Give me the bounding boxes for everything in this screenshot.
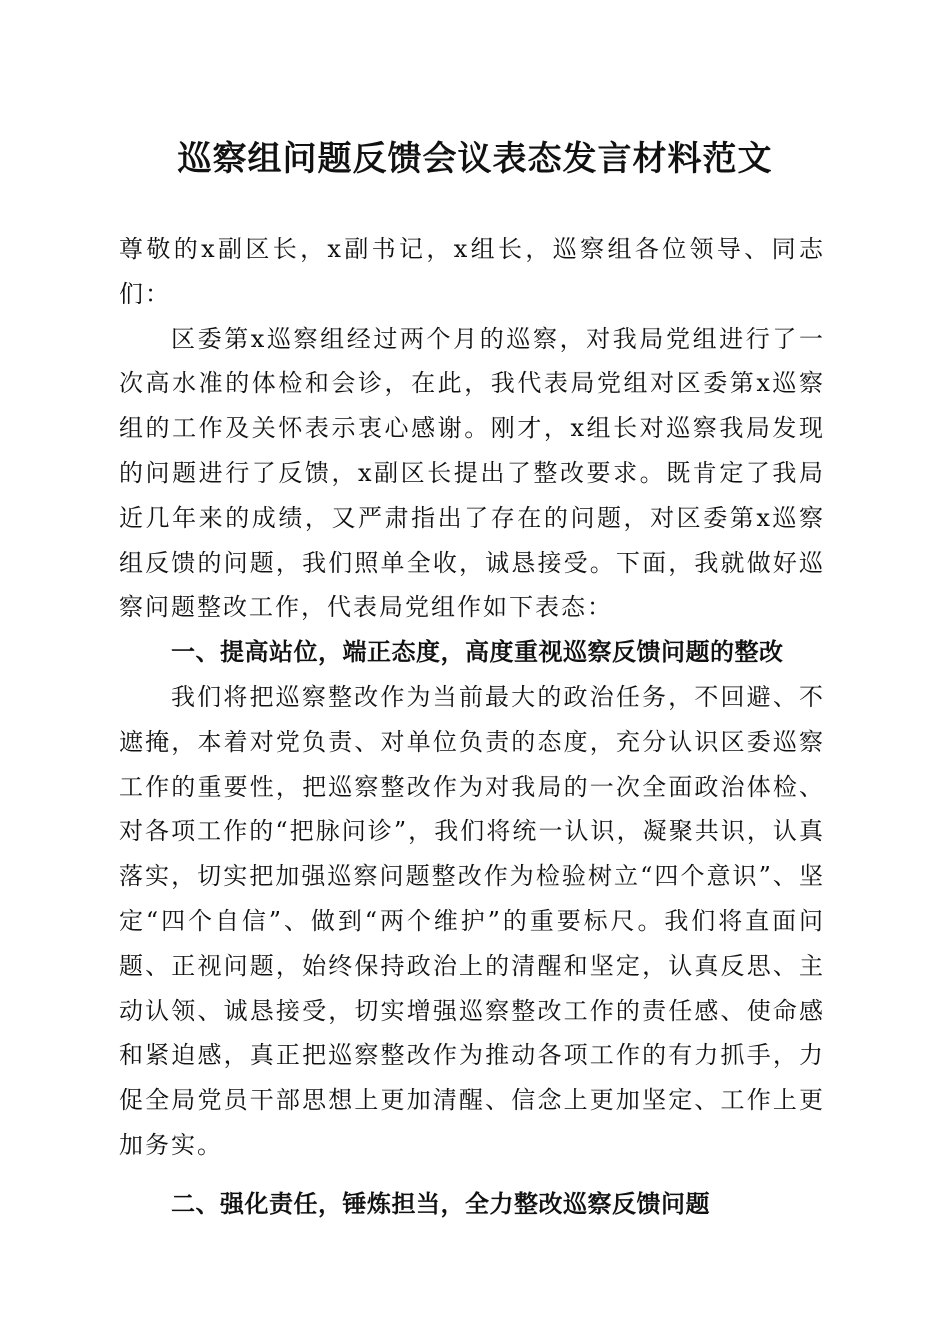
section-heading-2: 二、强化责任，锤炼担当，全力整改巡察反馈问题 xyxy=(171,1189,710,1218)
document-title: 巡察组问题反馈会议表态发言材料范文 xyxy=(177,139,773,179)
document-body xyxy=(119,227,825,1227)
paragraph-section-1: 我们将把巡察整改作为当前最大的政治任务，不回避、不遮掩，本着对党负责、对单位负责的态度，充分认识区委巡察工作的重要性，把巡察整改作为对我局的一次全面政治体检、对各项工作的“把脉问诊”，我们将统一认识，凝聚共识，认真落实，切实把加强巡察问题整改作为检验树立“四个意识”、坚定“四个自信”、做到“两个维护”的重要标尺。我们将直面问题、正视问题，始终保持政治上的清醒和坚定，认真反思、主动认领、诚恳接受，切实增强巡察整改工作的责任感、使命感和紧迫感，真正把巡察整改作为推动各项工作的有力抓手，力促全局党员干部思想上更加清醒、信念上更加坚定、工作上更加务实。 xyxy=(119,682,825,1159)
paragraph-intro: 区委第x巡察组经过两个月的巡察，对我局党组进行了一次高水准的体检和会诊，在此，我代表局党组对区委第x巡察组的工作及关怀表示衷心感谢。刚才，x组长对巡察我局发现的问题进行了反馈，x副区长提出了整改要求。既肯定了我局近几年来的成绩，又严肃指出了存在的问题，对区委第x巡察组反馈的问题，我们照单全收，诚恳接受。下面，我就做好巡察问题整改工作，代表局党组作如下表态： xyxy=(119,324,825,622)
salutation: 尊敬的x副区长，x副书记，x组长，巡察组各位领导、同志们： xyxy=(119,235,825,308)
section-heading-1: 一、提高站位，端正态度，高度重视巡察反馈问题的整改 xyxy=(171,638,784,667)
